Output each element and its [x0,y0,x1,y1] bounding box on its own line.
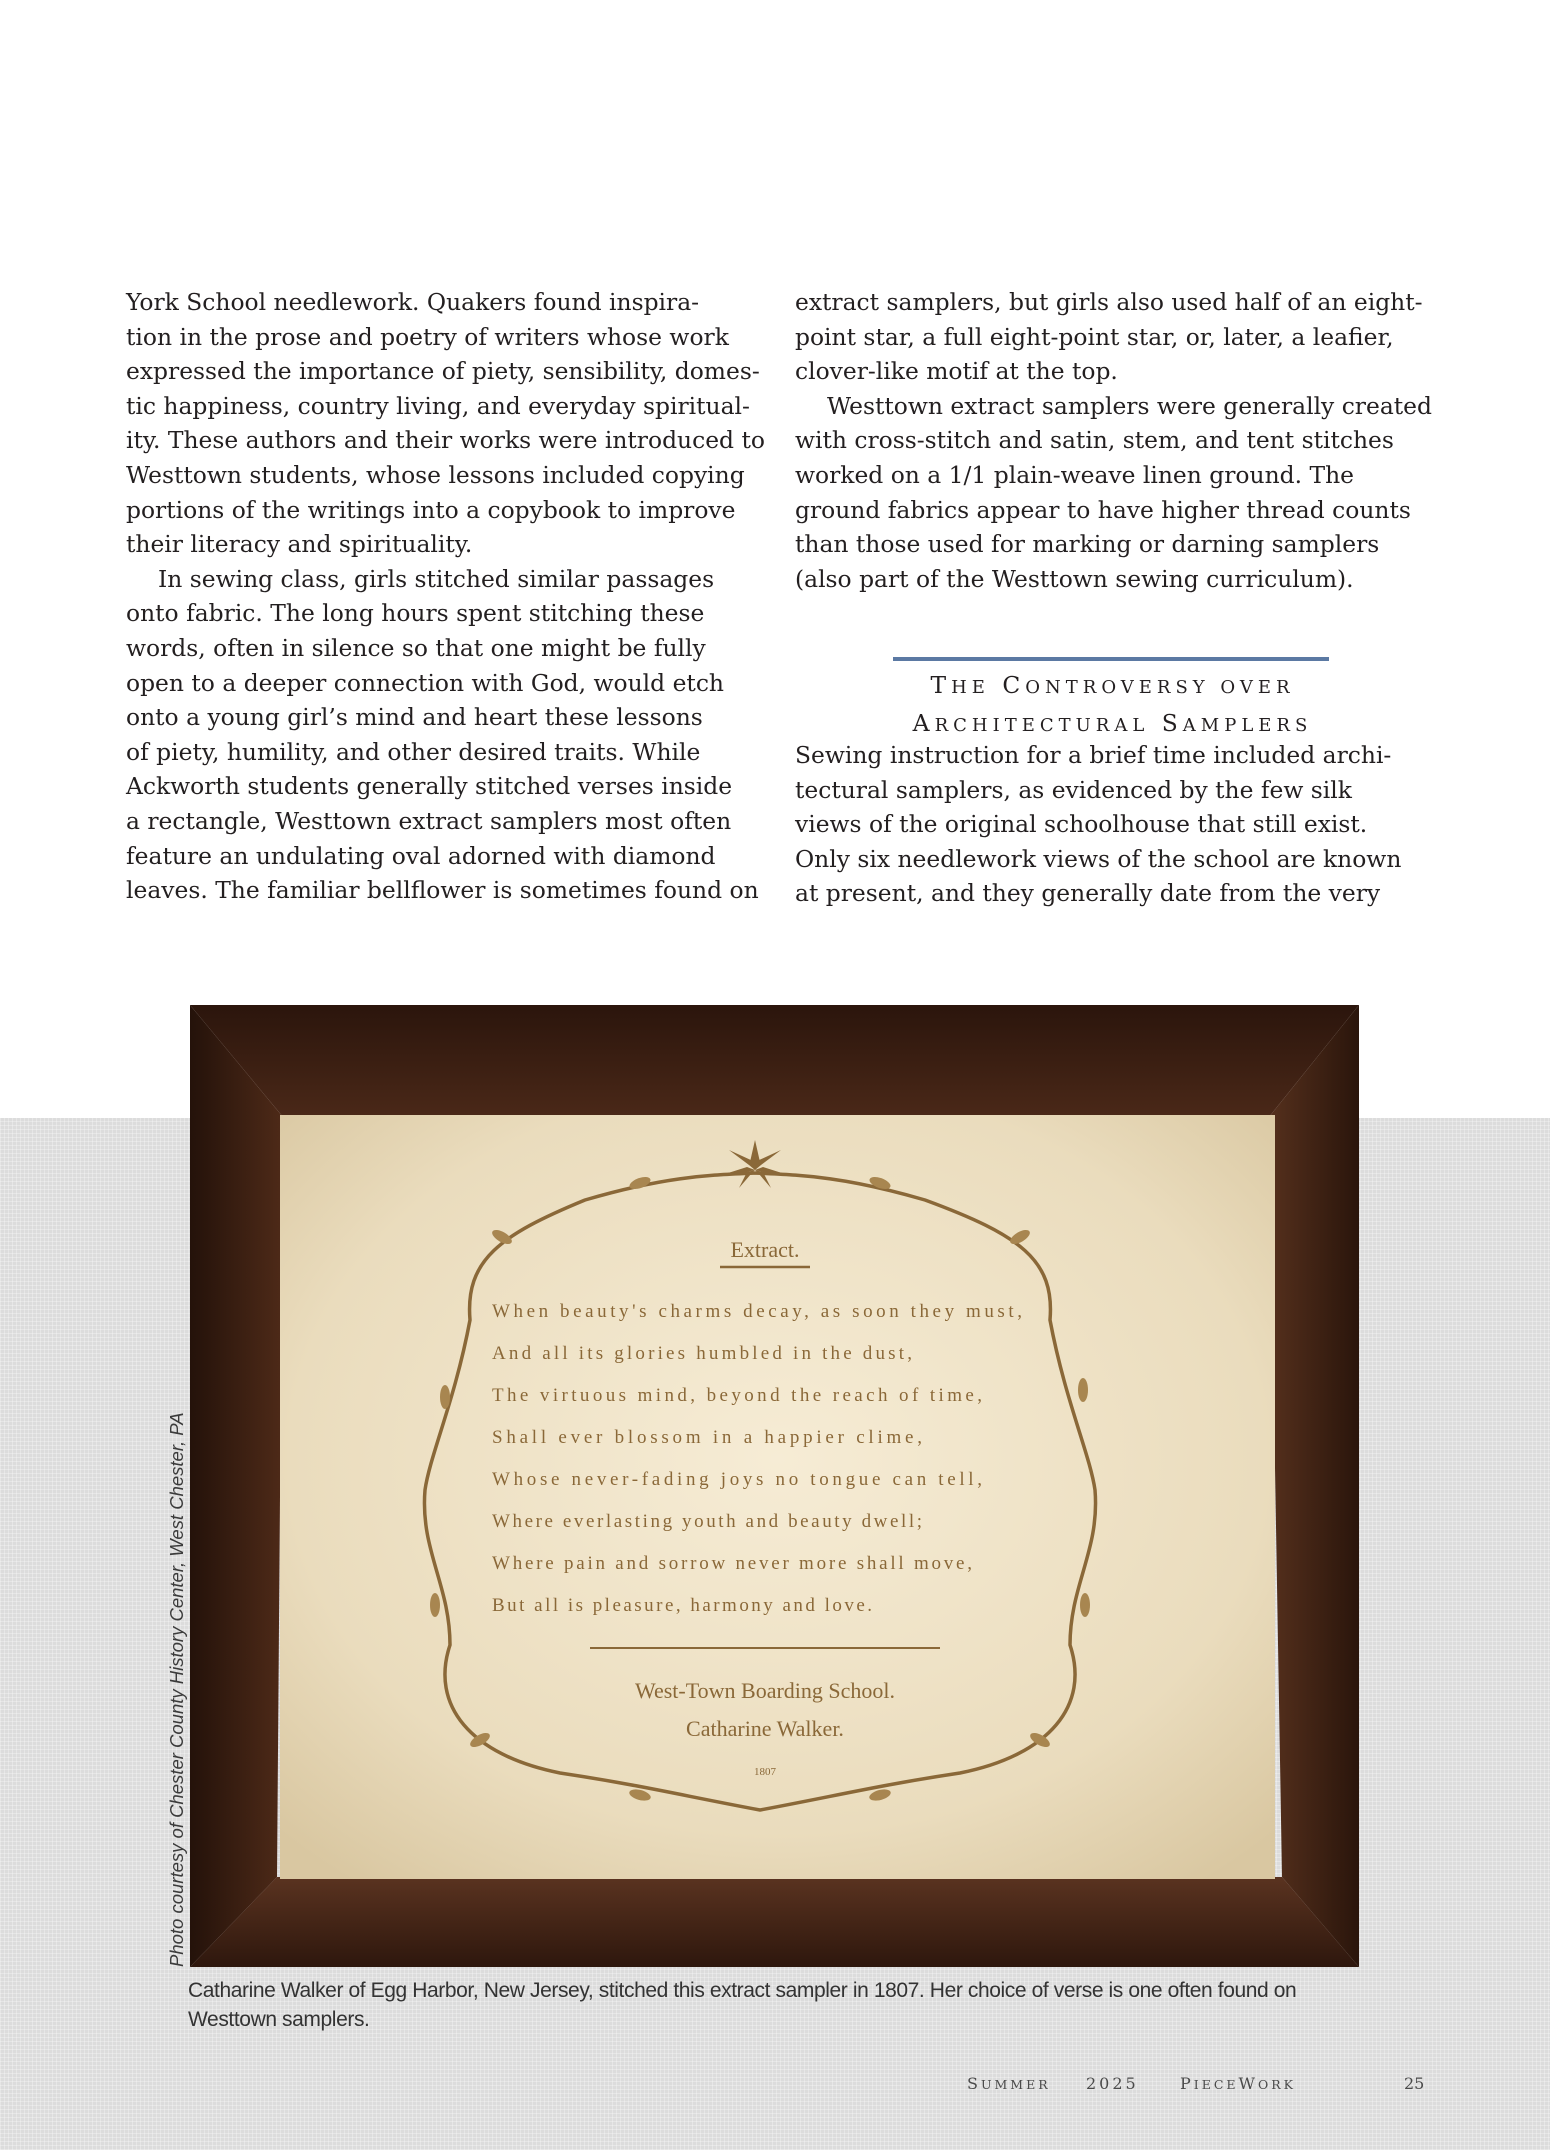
sampler-school: West-Town Boarding School. [634,1678,896,1703]
section-body [795,738,1430,911]
frame-right [1269,1005,1359,1967]
sampler-verse-line: The virtuous mind, beyond the reach of time, [492,1385,982,1406]
folio-year: 2025 [1086,2074,1139,2093]
folio-season: SUMMER [967,2074,1051,2093]
sampler-verse-line: And all its glories humbled in the dust, [492,1343,912,1364]
body-line: tion in the prose and poetry of writers whose work [126,322,729,351]
photo-caption [188,1976,1338,2034]
body-line: open to a deeper connection with God, would etch [126,668,724,697]
body-line: than those used for marking or darning samplers [795,530,1380,559]
photo-credit: Photo courtesy of Chester County History Center, West Chester, PA [166,1412,187,1967]
left-column [126,285,765,908]
body-line: onto fabric. The long hours spent stitching these [126,599,705,628]
sampler-maker: Catharine Walker. [686,1716,844,1741]
sampler-verse-line: When beauty's charms decay, as soon they must, [492,1301,1022,1322]
section-heading [795,668,1430,743]
sampler-verse-line: Where everlasting youth and beauty dwell; [492,1511,922,1532]
frame-bottom [190,1877,1359,1967]
section-heading-line-1: THE CONTROVERSY OVER [930,671,1295,699]
body-line: extract samplers, but girls also used half of an eight- [795,288,1423,316]
body-line: of piety, humility, and other desired traits. While [126,737,701,766]
body-line: Ackworth students generally stitched verses inside [126,772,733,801]
body-line: feature an undulating oval adorned with diamond [126,841,716,870]
body-line: onto a young girl’s mind and heart these lessons [126,703,703,732]
body-line: with cross-stitch and satin, stem, and tent stitches [795,426,1394,455]
body-line: Only six needlework views of the school are known [795,844,1402,873]
folio-magazine: PIECEWORK [1180,2074,1296,2093]
caption-line: Catharine Walker of Egg Harbor, New Jersey, stitched this extract sampler in 1807. Her choice of verse is one often found on [188,1979,1297,2002]
frame-left [190,1005,283,1967]
sampler-photo [190,1005,1359,1967]
right-column [795,285,1430,596]
body-line: Westtown extract samplers were generally created [827,391,1432,420]
body-line: tectural samplers, as evidenced by the few silk [795,775,1352,804]
body-line: portions of the writings into a copybook to improve [126,495,736,524]
frame-top [190,1005,1359,1117]
body-line: Westtown students, whose lessons included copying [126,460,745,489]
section-heading-line-2: ARCHITECTURAL SAMPLERS [912,708,1313,737]
body-line: point star, a full eight-point star, or, later, a leafier, [795,322,1394,351]
sampler-verse-line: Where pain and sorrow never more shall move, [492,1553,972,1574]
sampler-year: 1807 [754,1766,776,1778]
body-line: In sewing class, girls stitched similar passages [158,564,715,593]
section-rule [893,657,1329,661]
sampler-verse-line: Shall ever blossom in a happier clime, [492,1427,922,1448]
body-line: words, often in silence so that one might be fully [126,633,706,662]
body-line: leaves. The familiar bellflower is sometimes found on [126,876,759,905]
body-line: tic happiness, country living, and everyday spiritual- [126,391,750,420]
caption-line: Westtown samplers. [188,2008,370,2031]
body-line: ity. These authors and their works were introduced to [126,426,765,455]
sampler-title: Extract. [730,1237,800,1262]
body-line: their literacy and spirituality. [126,530,473,559]
linen-ground [280,1115,1275,1879]
page-number: 25 [1404,2074,1425,2093]
sampler-verse-line: But all is pleasure, harmony and love. [492,1595,872,1616]
body-line: views of the original schoolhouse that still exist. [795,810,1368,839]
body-line: expressed the importance of piety, sensibility, domes- [126,357,760,386]
body-line: York School needlework. Quakers found inspira- [126,288,700,316]
body-line: Sewing instruction for a brief time included archi- [795,741,1392,769]
sampler-verse-line: Whose never-fading joys no tongue can tell, [492,1469,982,1490]
body-line: (also part of the Westtown sewing curriculum). [795,564,1354,593]
body-line: a rectangle, Westtown extract samplers most often [126,806,732,835]
body-line: clover-like motif at the top. [795,357,1118,386]
body-line: ground fabrics appear to have higher thread counts [795,495,1411,524]
body-line: at present, and they generally date from the very [795,879,1381,908]
body-line: worked on a 1/1 plain-weave linen ground. The [795,460,1354,489]
